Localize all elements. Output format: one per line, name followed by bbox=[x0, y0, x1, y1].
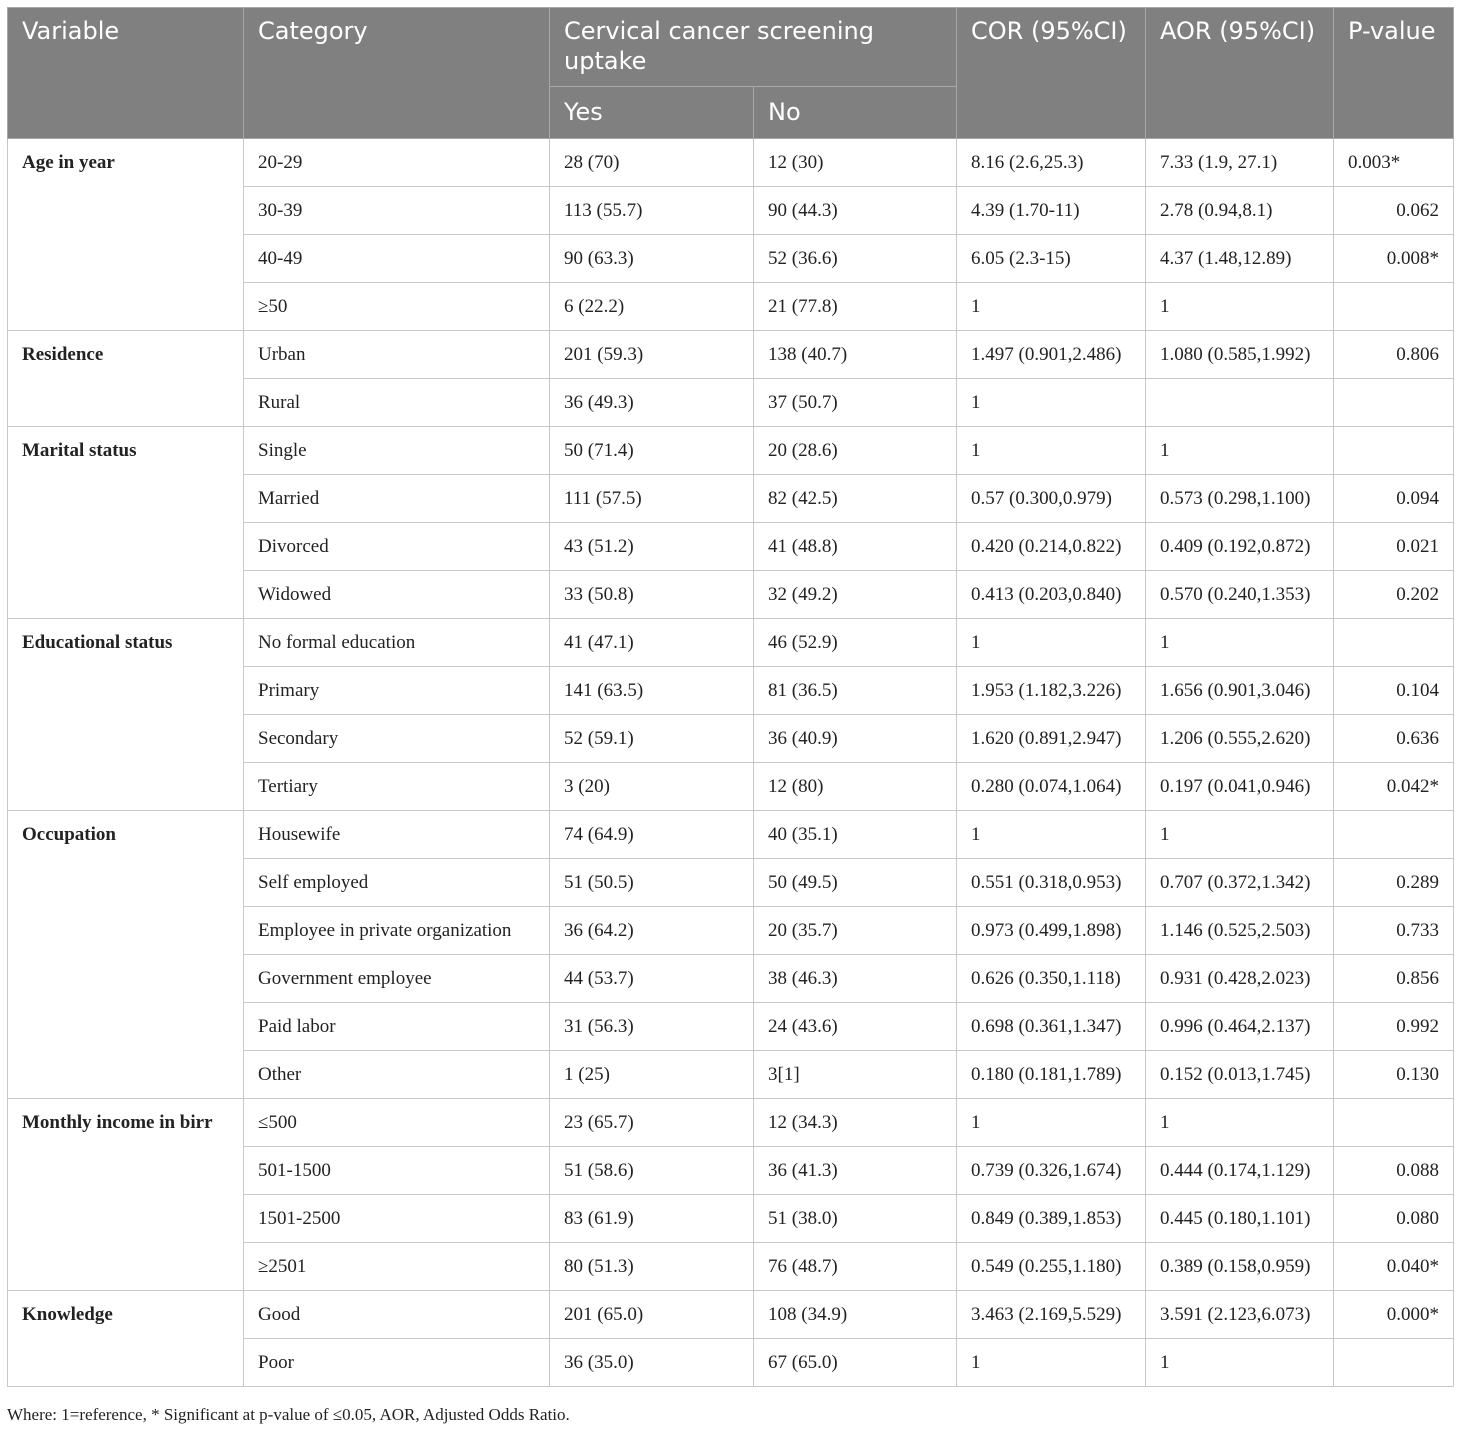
yes-cell: 1 (25) bbox=[550, 1051, 754, 1099]
pvalue-cell bbox=[1334, 379, 1454, 427]
variable-cell: Marital status bbox=[8, 427, 244, 619]
no-cell: 82 (42.5) bbox=[754, 475, 957, 523]
cor-cell: 0.698 (0.361,1.347) bbox=[957, 1003, 1146, 1051]
pvalue-cell: 0.062 bbox=[1334, 187, 1454, 235]
no-cell: 67 (65.0) bbox=[754, 1339, 957, 1387]
pvalue-cell: 0.080 bbox=[1334, 1195, 1454, 1243]
yes-cell: 36 (49.3) bbox=[550, 379, 754, 427]
aor-cell: 4.37 (1.48,12.89) bbox=[1146, 235, 1334, 283]
table-row bbox=[8, 331, 1454, 379]
no-cell: 20 (28.6) bbox=[754, 427, 957, 475]
yes-cell: 36 (64.2) bbox=[550, 907, 754, 955]
no-cell: 12 (34.3) bbox=[754, 1099, 957, 1147]
pvalue-cell bbox=[1334, 619, 1454, 667]
cor-cell: 1 bbox=[957, 1339, 1146, 1387]
aor-cell: 1.206 (0.555,2.620) bbox=[1146, 715, 1334, 763]
pvalue-cell: 0.733 bbox=[1334, 907, 1454, 955]
pvalue-cell: 0.042* bbox=[1334, 763, 1454, 811]
variable-cell: Residence bbox=[8, 331, 244, 427]
pvalue-cell bbox=[1334, 283, 1454, 331]
table-header bbox=[8, 8, 1454, 139]
aor-cell: 0.152 (0.013,1.745) bbox=[1146, 1051, 1334, 1099]
header-pvalue: P-value bbox=[1334, 8, 1454, 139]
table-row bbox=[8, 1291, 1454, 1339]
cor-cell: 4.39 (1.70-11) bbox=[957, 187, 1146, 235]
pvalue-cell: 0.088 bbox=[1334, 1147, 1454, 1195]
aor-cell: 1 bbox=[1146, 619, 1334, 667]
category-cell: Married bbox=[244, 475, 550, 523]
pvalue-cell: 0.130 bbox=[1334, 1051, 1454, 1099]
pvalue-cell: 0.000* bbox=[1334, 1291, 1454, 1339]
no-cell: 21 (77.8) bbox=[754, 283, 957, 331]
yes-cell: 52 (59.1) bbox=[550, 715, 754, 763]
yes-cell: 36 (35.0) bbox=[550, 1339, 754, 1387]
pvalue-cell: 0.636 bbox=[1334, 715, 1454, 763]
yes-cell: 141 (63.5) bbox=[550, 667, 754, 715]
yes-cell: 3 (20) bbox=[550, 763, 754, 811]
yes-cell: 50 (71.4) bbox=[550, 427, 754, 475]
no-cell: 24 (43.6) bbox=[754, 1003, 957, 1051]
aor-cell: 0.573 (0.298,1.100) bbox=[1146, 475, 1334, 523]
yes-cell: 31 (56.3) bbox=[550, 1003, 754, 1051]
aor-cell: 1 bbox=[1146, 427, 1334, 475]
cor-cell: 0.551 (0.318,0.953) bbox=[957, 859, 1146, 907]
category-cell: Good bbox=[244, 1291, 550, 1339]
yes-cell: 113 (55.7) bbox=[550, 187, 754, 235]
no-cell: 32 (49.2) bbox=[754, 571, 957, 619]
aor-cell: 1.080 (0.585,1.992) bbox=[1146, 331, 1334, 379]
cor-cell: 3.463 (2.169,5.529) bbox=[957, 1291, 1146, 1339]
cor-cell: 1 bbox=[957, 427, 1146, 475]
no-cell: 37 (50.7) bbox=[754, 379, 957, 427]
yes-cell: 41 (47.1) bbox=[550, 619, 754, 667]
cor-cell: 0.626 (0.350,1.118) bbox=[957, 955, 1146, 1003]
aor-cell: 1 bbox=[1146, 283, 1334, 331]
cor-cell: 0.180 (0.181,1.789) bbox=[957, 1051, 1146, 1099]
no-cell: 90 (44.3) bbox=[754, 187, 957, 235]
category-cell: Government employee bbox=[244, 955, 550, 1003]
yes-cell: 44 (53.7) bbox=[550, 955, 754, 1003]
yes-cell: 51 (58.6) bbox=[550, 1147, 754, 1195]
aor-cell: 1 bbox=[1146, 1339, 1334, 1387]
pvalue-cell: 0.202 bbox=[1334, 571, 1454, 619]
variable-cell: Occupation bbox=[8, 811, 244, 1099]
aor-cell: 0.445 (0.180,1.101) bbox=[1146, 1195, 1334, 1243]
cor-cell: 1 bbox=[957, 811, 1146, 859]
yes-cell: 111 (57.5) bbox=[550, 475, 754, 523]
cor-cell: 0.849 (0.389,1.853) bbox=[957, 1195, 1146, 1243]
pvalue-cell bbox=[1334, 1339, 1454, 1387]
cor-cell: 0.739 (0.326,1.674) bbox=[957, 1147, 1146, 1195]
pvalue-cell bbox=[1334, 427, 1454, 475]
cor-cell: 1.620 (0.891,2.947) bbox=[957, 715, 1146, 763]
cor-cell: 1 bbox=[957, 379, 1146, 427]
no-cell: 46 (52.9) bbox=[754, 619, 957, 667]
category-cell: Other bbox=[244, 1051, 550, 1099]
cor-cell: 1 bbox=[957, 619, 1146, 667]
cor-cell: 1.497 (0.901,2.486) bbox=[957, 331, 1146, 379]
table-row bbox=[8, 811, 1454, 859]
category-cell: Single bbox=[244, 427, 550, 475]
no-cell: 38 (46.3) bbox=[754, 955, 957, 1003]
yes-cell: 83 (61.9) bbox=[550, 1195, 754, 1243]
category-cell: ≥50 bbox=[244, 283, 550, 331]
category-cell: No formal education bbox=[244, 619, 550, 667]
no-cell: 36 (41.3) bbox=[754, 1147, 957, 1195]
aor-cell: 0.389 (0.158,0.959) bbox=[1146, 1243, 1334, 1291]
cor-cell: 0.973 (0.499,1.898) bbox=[957, 907, 1146, 955]
table-row bbox=[8, 139, 1454, 187]
no-cell: 138 (40.7) bbox=[754, 331, 957, 379]
aor-cell: 1 bbox=[1146, 1099, 1334, 1147]
aor-cell: 2.78 (0.94,8.1) bbox=[1146, 187, 1334, 235]
aor-cell: 0.197 (0.041,0.946) bbox=[1146, 763, 1334, 811]
header-no: No bbox=[754, 87, 957, 139]
yes-cell: 80 (51.3) bbox=[550, 1243, 754, 1291]
yes-cell: 28 (70) bbox=[550, 139, 754, 187]
aor-cell: 0.444 (0.174,1.129) bbox=[1146, 1147, 1334, 1195]
variable-cell: Age in year bbox=[8, 139, 244, 331]
header-aor: AOR (95%CI) bbox=[1146, 8, 1334, 139]
cor-cell: 8.16 (2.6,25.3) bbox=[957, 139, 1146, 187]
cor-cell: 1 bbox=[957, 1099, 1146, 1147]
table-row bbox=[8, 619, 1454, 667]
no-cell: 12 (80) bbox=[754, 763, 957, 811]
no-cell: 20 (35.7) bbox=[754, 907, 957, 955]
category-cell: Divorced bbox=[244, 523, 550, 571]
category-cell: Self employed bbox=[244, 859, 550, 907]
aor-cell: 7.33 (1.9, 27.1) bbox=[1146, 139, 1334, 187]
table-body bbox=[8, 139, 1454, 1387]
pvalue-cell: 0.094 bbox=[1334, 475, 1454, 523]
aor-cell: 0.996 (0.464,2.137) bbox=[1146, 1003, 1334, 1051]
pvalue-cell: 0.992 bbox=[1334, 1003, 1454, 1051]
no-cell: 52 (36.6) bbox=[754, 235, 957, 283]
category-cell: Poor bbox=[244, 1339, 550, 1387]
category-cell: 20-29 bbox=[244, 139, 550, 187]
category-cell: ≥2501 bbox=[244, 1243, 550, 1291]
cor-cell: 0.549 (0.255,1.180) bbox=[957, 1243, 1146, 1291]
variable-cell: Educational status bbox=[8, 619, 244, 811]
category-cell: Tertiary bbox=[244, 763, 550, 811]
aor-cell: 0.707 (0.372,1.342) bbox=[1146, 859, 1334, 907]
yes-cell: 74 (64.9) bbox=[550, 811, 754, 859]
header-category: Category bbox=[244, 8, 550, 139]
header-uptake: Cervical cancer screening uptake bbox=[550, 8, 957, 87]
yes-cell: 90 (63.3) bbox=[550, 235, 754, 283]
no-cell: 36 (40.9) bbox=[754, 715, 957, 763]
pvalue-cell bbox=[1334, 1099, 1454, 1147]
category-cell: Rural bbox=[244, 379, 550, 427]
yes-cell: 33 (50.8) bbox=[550, 571, 754, 619]
no-cell: 12 (30) bbox=[754, 139, 957, 187]
cor-cell: 1.953 (1.182,3.226) bbox=[957, 667, 1146, 715]
header-cor: COR (95%CI) bbox=[957, 8, 1146, 139]
aor-cell: 1.146 (0.525,2.503) bbox=[1146, 907, 1334, 955]
yes-cell: 23 (65.7) bbox=[550, 1099, 754, 1147]
no-cell: 3[1] bbox=[754, 1051, 957, 1099]
header-yes: Yes bbox=[550, 87, 754, 139]
no-cell: 108 (34.9) bbox=[754, 1291, 957, 1339]
table-footnote: Where: 1=reference, * Significant at p-value of ≤0.05, AOR, Adjusted Odds Ratio. bbox=[7, 1405, 570, 1424]
category-cell: 30-39 bbox=[244, 187, 550, 235]
yes-cell: 201 (59.3) bbox=[550, 331, 754, 379]
table-row bbox=[8, 1099, 1454, 1147]
aor-cell bbox=[1146, 379, 1334, 427]
table-row bbox=[8, 427, 1454, 475]
table-container bbox=[7, 7, 1453, 1387]
category-cell: Widowed bbox=[244, 571, 550, 619]
pvalue-cell: 0.104 bbox=[1334, 667, 1454, 715]
category-cell: Employee in private organization bbox=[244, 907, 550, 955]
aor-cell: 1.656 (0.901,3.046) bbox=[1146, 667, 1334, 715]
no-cell: 76 (48.7) bbox=[754, 1243, 957, 1291]
category-cell: Paid labor bbox=[244, 1003, 550, 1051]
aor-cell: 0.570 (0.240,1.353) bbox=[1146, 571, 1334, 619]
category-cell: Primary bbox=[244, 667, 550, 715]
pvalue-cell: 0.856 bbox=[1334, 955, 1454, 1003]
header-variable: Variable bbox=[8, 8, 244, 139]
aor-cell: 3.591 (2.123,6.073) bbox=[1146, 1291, 1334, 1339]
pvalue-cell: 0.040* bbox=[1334, 1243, 1454, 1291]
regression-table bbox=[7, 7, 1454, 1387]
category-cell: 40-49 bbox=[244, 235, 550, 283]
no-cell: 51 (38.0) bbox=[754, 1195, 957, 1243]
cor-cell: 0.420 (0.214,0.822) bbox=[957, 523, 1146, 571]
no-cell: 50 (49.5) bbox=[754, 859, 957, 907]
yes-cell: 6 (22.2) bbox=[550, 283, 754, 331]
category-cell: Secondary bbox=[244, 715, 550, 763]
aor-cell: 0.931 (0.428,2.023) bbox=[1146, 955, 1334, 1003]
yes-cell: 43 (51.2) bbox=[550, 523, 754, 571]
variable-cell: Knowledge bbox=[8, 1291, 244, 1387]
aor-cell: 0.409 (0.192,0.872) bbox=[1146, 523, 1334, 571]
cor-cell: 0.280 (0.074,1.064) bbox=[957, 763, 1146, 811]
category-cell: Urban bbox=[244, 331, 550, 379]
category-cell: 501-1500 bbox=[244, 1147, 550, 1195]
yes-cell: 51 (50.5) bbox=[550, 859, 754, 907]
no-cell: 41 (48.8) bbox=[754, 523, 957, 571]
pvalue-cell: 0.008* bbox=[1334, 235, 1454, 283]
no-cell: 81 (36.5) bbox=[754, 667, 957, 715]
pvalue-cell: 0.003* bbox=[1334, 139, 1454, 187]
no-cell: 40 (35.1) bbox=[754, 811, 957, 859]
category-cell: Housewife bbox=[244, 811, 550, 859]
yes-cell: 201 (65.0) bbox=[550, 1291, 754, 1339]
aor-cell: 1 bbox=[1146, 811, 1334, 859]
cor-cell: 6.05 (2.3-15) bbox=[957, 235, 1146, 283]
pvalue-cell bbox=[1334, 811, 1454, 859]
variable-cell: Monthly income in birr bbox=[8, 1099, 244, 1291]
pvalue-cell: 0.021 bbox=[1334, 523, 1454, 571]
category-cell: ≤500 bbox=[244, 1099, 550, 1147]
cor-cell: 0.413 (0.203,0.840) bbox=[957, 571, 1146, 619]
cor-cell: 1 bbox=[957, 283, 1146, 331]
category-cell: 1501-2500 bbox=[244, 1195, 550, 1243]
cor-cell: 0.57 (0.300,0.979) bbox=[957, 475, 1146, 523]
pvalue-cell: 0.289 bbox=[1334, 859, 1454, 907]
pvalue-cell: 0.806 bbox=[1334, 331, 1454, 379]
